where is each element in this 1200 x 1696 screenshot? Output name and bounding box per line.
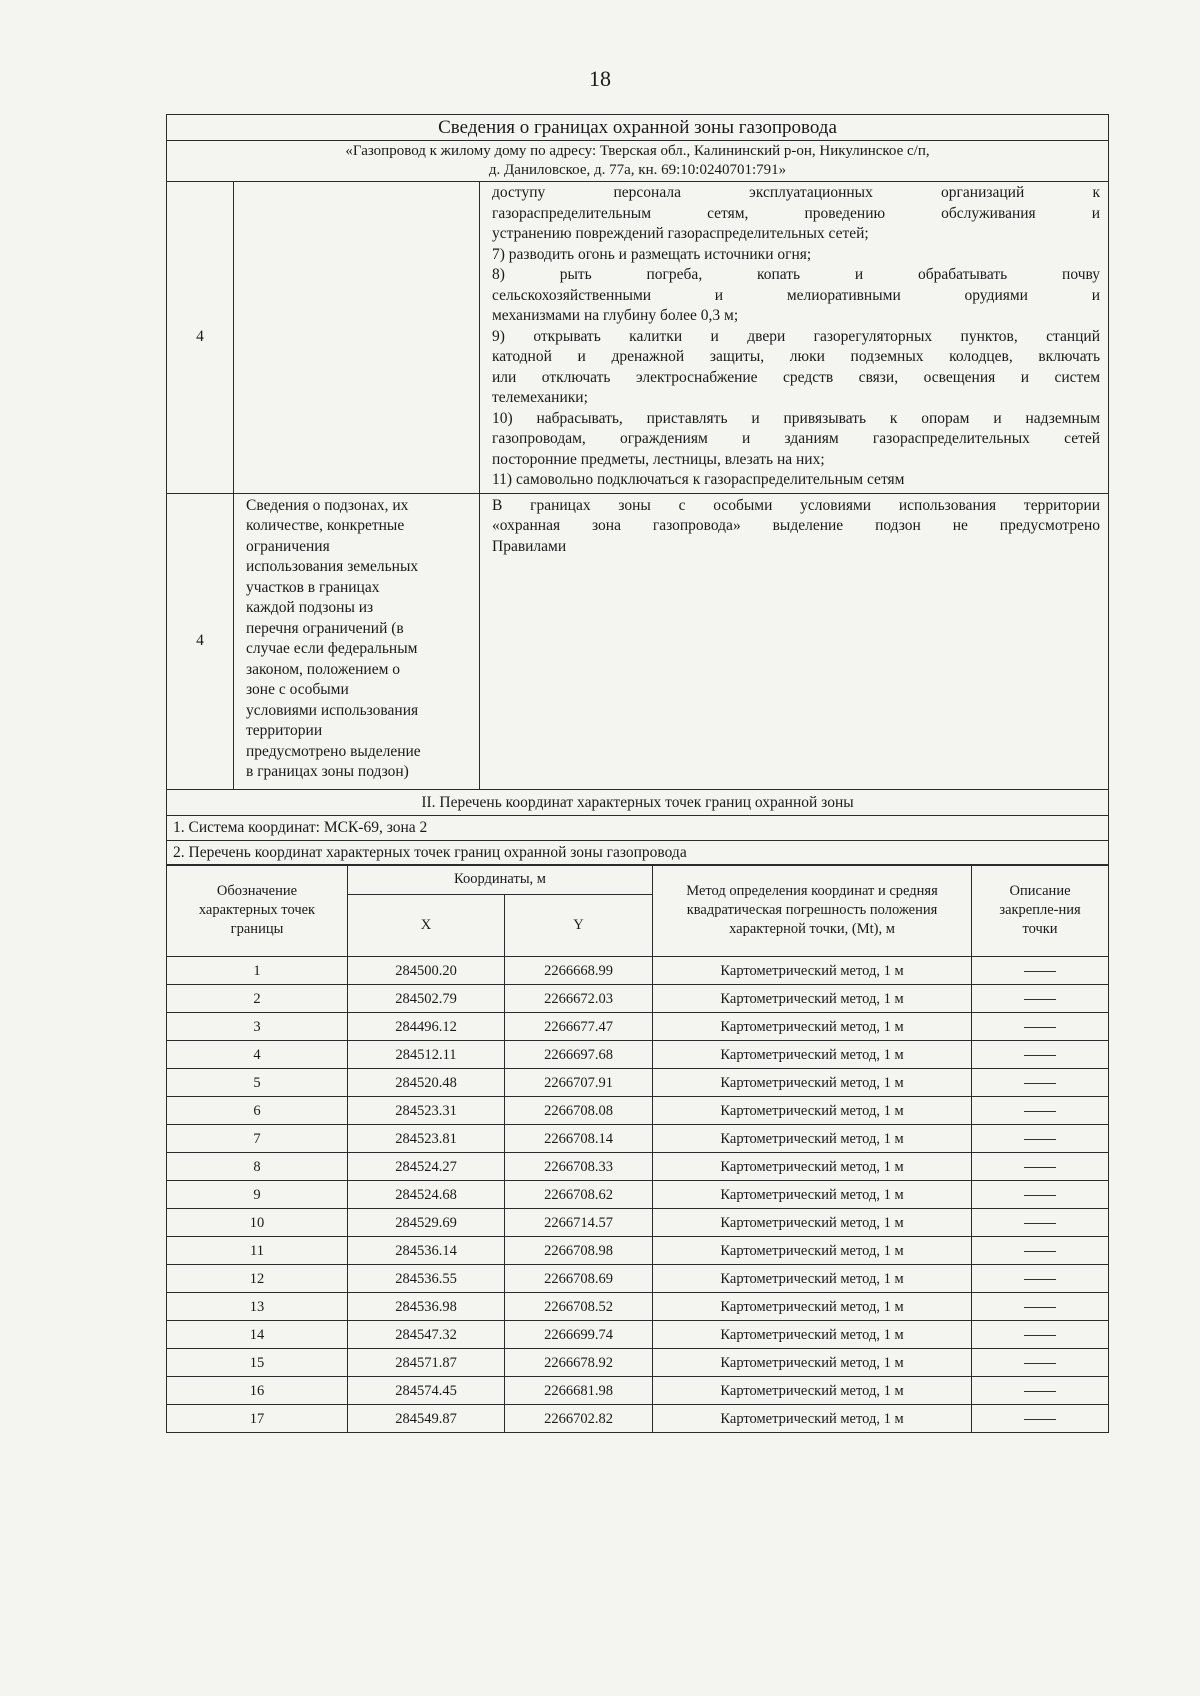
method-cell: Картометрический метод, 1 м <box>653 1209 972 1237</box>
text-line: газопроводам, ограждениям и зданиям газораспределительных сетей <box>492 430 1101 447</box>
dash-mark <box>1024 1279 1056 1280</box>
x-coordinate: 284549.87 <box>348 1405 505 1433</box>
point-number: 3 <box>167 1013 348 1041</box>
dash-mark <box>1024 1083 1056 1084</box>
dash-mark <box>1024 1195 1056 1196</box>
description-cell <box>972 1013 1109 1041</box>
point-number: 6 <box>167 1097 348 1125</box>
y-coordinate: 2266714.57 <box>505 1209 653 1237</box>
point-number: 7 <box>167 1125 348 1153</box>
subtitle-line: «Газопровод к жилому дому по адресу: Тверская обл., Калининский р-он, Никулинское с/п, <box>345 143 930 159</box>
dash-mark <box>1024 1167 1056 1168</box>
coordinates-header: Координаты, м <box>348 865 653 895</box>
x-coordinate: 284520.48 <box>348 1069 505 1097</box>
document <box>166 114 1108 1433</box>
y-coordinate: 2266677.47 <box>505 1013 653 1041</box>
x-header: X <box>348 895 505 957</box>
point-number: 1 <box>167 957 348 985</box>
text-line: или отключать электроснабжение средств связи, освещения и систем <box>492 368 1101 386</box>
table-row <box>167 493 1109 789</box>
dash-mark <box>1024 999 1056 1000</box>
row-number: 4 <box>167 493 234 789</box>
x-coordinate: 284524.27 <box>348 1153 505 1181</box>
text-line: доступу персонала эксплуатационных организаций к <box>492 184 1101 201</box>
x-coordinate: 284536.14 <box>348 1237 505 1265</box>
description-cell <box>972 1097 1109 1125</box>
dash-mark <box>1024 971 1056 972</box>
text-line: «охранная зона газопровода» выделение подзон не предусмотрено <box>492 517 1101 534</box>
page-number: 18 <box>589 66 611 91</box>
text-line: законом, положением о <box>246 660 401 678</box>
dash-mark <box>1024 1251 1056 1252</box>
table-row <box>167 1041 1109 1069</box>
point-number: 17 <box>167 1405 348 1433</box>
method-cell: Картометрический метод, 1 м <box>653 1125 972 1153</box>
description-cell <box>972 985 1109 1013</box>
x-coordinate: 284524.68 <box>348 1181 505 1209</box>
text-line: В границах зоны с особыми условиями использования территории <box>492 496 1101 514</box>
text-line: каждой подзоны из <box>246 599 374 616</box>
method-cell: Картометрический метод, 1 м <box>653 1181 972 1209</box>
table-row <box>167 1349 1109 1377</box>
method-cell: Картометрический метод, 1 м <box>653 1013 972 1041</box>
method-cell: Картометрический метод, 1 м <box>653 957 972 985</box>
text-line: 10) набрасывать, приставлять и привязывать к опорам и надземным <box>492 409 1101 427</box>
x-coordinate: 284512.11 <box>348 1041 505 1069</box>
method-cell: Картометрический метод, 1 м <box>653 1377 972 1405</box>
dash-mark <box>1024 1363 1056 1364</box>
method-cell: Картометрический метод, 1 м <box>653 1237 972 1265</box>
subzones-label <box>234 493 480 789</box>
x-coordinate: 284502.79 <box>348 985 505 1013</box>
text-line: устранению повреждений газораспределительных сетей; <box>492 225 869 242</box>
description-cell <box>972 1293 1109 1321</box>
method-cell: Картометрический метод, 1 м <box>653 1293 972 1321</box>
description-cell <box>972 957 1109 985</box>
section-title: II. Перечень координат характерных точек границ охранной зоны <box>167 789 1109 815</box>
point-number: 14 <box>167 1321 348 1349</box>
text-line: перечня ограничений (в <box>246 619 404 637</box>
description-cell <box>972 1377 1109 1405</box>
x-coordinate: 284500.20 <box>348 957 505 985</box>
table-row <box>167 182 1109 494</box>
x-coordinate: 284523.81 <box>348 1125 505 1153</box>
table-row <box>167 1405 1109 1433</box>
point-number: 9 <box>167 1181 348 1209</box>
point-number: 12 <box>167 1265 348 1293</box>
table-row <box>167 1293 1109 1321</box>
subzones-text <box>480 493 1109 789</box>
method-cell: Картометрический метод, 1 м <box>653 1321 972 1349</box>
x-coordinate: 284536.55 <box>348 1265 505 1293</box>
description-cell <box>972 1265 1109 1293</box>
text-line: 11) самовольно подключаться к газораспределительным сетям <box>492 471 905 488</box>
description-cell <box>972 1125 1109 1153</box>
text-line: количестве, конкретные <box>246 517 405 534</box>
point-number: 10 <box>167 1209 348 1237</box>
point-number: 11 <box>167 1237 348 1265</box>
designation-header: Обозначение характерных точек границы <box>167 865 348 957</box>
point-number: 16 <box>167 1377 348 1405</box>
point-number: 8 <box>167 1153 348 1181</box>
points-list-title: 2. Перечень координат характерных точек границ охранной зоны газопровода <box>167 840 1109 865</box>
coordinate-rows <box>167 957 1109 1433</box>
y-header: Y <box>505 895 653 957</box>
dash-mark <box>1024 1027 1056 1028</box>
x-coordinate: 284536.98 <box>348 1293 505 1321</box>
description-cell <box>972 1321 1109 1349</box>
method-cell: Картометрический метод, 1 м <box>653 1405 972 1433</box>
method-cell: Картометрический метод, 1 м <box>653 1349 972 1377</box>
y-coordinate: 2266708.62 <box>505 1181 653 1209</box>
text-line: Правилами <box>492 537 567 555</box>
subtitle-line: д. Даниловское, д. 77а, кн. 69:10:0240701:791» <box>488 162 787 178</box>
table-row <box>167 1181 1109 1209</box>
table-row <box>167 1097 1109 1125</box>
point-number: 5 <box>167 1069 348 1097</box>
text-line: 7) разводить огонь и размещать источники огня; <box>492 245 812 263</box>
y-coordinate: 2266672.03 <box>505 985 653 1013</box>
y-coordinate: 2266678.92 <box>505 1349 653 1377</box>
text-line: катодной и дренажной защиты, люки подземных колодцев, включать <box>492 348 1101 365</box>
row-label <box>234 182 480 494</box>
method-header: Метод определения координат и средняя квадратическая погрешность положения характерной точки, (Mt), м <box>653 865 972 957</box>
table-row <box>167 1321 1109 1349</box>
point-number: 13 <box>167 1293 348 1321</box>
text-line: предусмотрено выделение <box>246 742 421 760</box>
text-line: Сведения о подзонах, их <box>246 496 409 514</box>
y-coordinate: 2266668.99 <box>505 957 653 985</box>
method-cell: Картометрический метод, 1 м <box>653 1069 972 1097</box>
table-row <box>167 1153 1109 1181</box>
description-cell <box>972 1181 1109 1209</box>
y-coordinate: 2266708.98 <box>505 1237 653 1265</box>
text-line: случае если федеральным <box>246 640 418 657</box>
dash-mark <box>1024 1307 1056 1308</box>
y-coordinate: 2266707.91 <box>505 1069 653 1097</box>
dash-mark <box>1024 1419 1056 1420</box>
dash-mark <box>1024 1111 1056 1112</box>
table-row <box>167 1125 1109 1153</box>
description-cell <box>972 1405 1109 1433</box>
x-coordinate: 284574.45 <box>348 1377 505 1405</box>
text-line: участков в границах <box>246 578 380 596</box>
y-coordinate: 2266699.74 <box>505 1321 653 1349</box>
document-subtitle <box>167 141 1109 182</box>
y-coordinate: 2266702.82 <box>505 1405 653 1433</box>
text-line: газораспределительным сетям, проведению обслуживания и <box>492 204 1101 222</box>
dash-mark <box>1024 1223 1056 1224</box>
y-coordinate: 2266708.69 <box>505 1265 653 1293</box>
x-coordinate: 284547.32 <box>348 1321 505 1349</box>
text-line: территории <box>246 722 323 739</box>
text-line: телемеханики; <box>492 389 588 406</box>
table-row <box>167 1013 1109 1041</box>
description-cell <box>972 1153 1109 1181</box>
text-line: механизмами на глубину более 0,3 м; <box>492 307 739 324</box>
dash-mark <box>1024 1139 1056 1140</box>
text-line: зоне с особыми <box>246 681 349 698</box>
description-cell <box>972 1041 1109 1069</box>
description-cell <box>972 1237 1109 1265</box>
description-header: Описание закрепле-ния точки <box>972 865 1109 957</box>
table-row <box>167 957 1109 985</box>
zone-info-table <box>166 114 1109 866</box>
restrictions-text <box>480 182 1109 494</box>
table-row <box>167 985 1109 1013</box>
description-cell <box>972 1069 1109 1097</box>
dash-mark <box>1024 1335 1056 1336</box>
method-cell: Картометрический метод, 1 м <box>653 1153 972 1181</box>
y-coordinate: 2266708.14 <box>505 1125 653 1153</box>
table-row <box>167 1069 1109 1097</box>
x-coordinate: 284496.12 <box>348 1013 505 1041</box>
method-cell: Картометрический метод, 1 м <box>653 1265 972 1293</box>
point-number: 4 <box>167 1041 348 1069</box>
table-row <box>167 1377 1109 1405</box>
dash-mark <box>1024 1055 1056 1056</box>
text-line: сельскохозяйственными и мелиоративными орудиями и <box>492 286 1101 304</box>
y-coordinate: 2266708.52 <box>505 1293 653 1321</box>
method-cell: Картометрический метод, 1 м <box>653 985 972 1013</box>
y-coordinate: 2266708.08 <box>505 1097 653 1125</box>
method-cell: Картометрический метод, 1 м <box>653 1041 972 1069</box>
y-coordinate: 2266681.98 <box>505 1377 653 1405</box>
point-number: 15 <box>167 1349 348 1377</box>
coordinates-table <box>166 864 1109 1433</box>
table-row <box>167 1237 1109 1265</box>
text-line: условиями использования <box>246 701 419 719</box>
x-coordinate: 284529.69 <box>348 1209 505 1237</box>
text-line: посторонние предметы, лестницы, влезать на них; <box>492 450 825 468</box>
point-number: 2 <box>167 985 348 1013</box>
coordinate-system: 1. Система координат: МСК-69, зона 2 <box>167 815 1109 840</box>
x-coordinate: 284571.87 <box>348 1349 505 1377</box>
y-coordinate: 2266697.68 <box>505 1041 653 1069</box>
description-cell <box>972 1209 1109 1237</box>
y-coordinate: 2266708.33 <box>505 1153 653 1181</box>
text-line: ограничения <box>246 537 330 555</box>
text-line: 9) открывать калитки и двери газорегуляторных пунктов, станций <box>492 327 1101 345</box>
text-line: 8) рыть погреба, копать и обрабатывать почву <box>492 266 1101 283</box>
text-line: использования земельных <box>246 558 419 575</box>
text-line: в границах зоны подзон) <box>246 763 409 780</box>
table-row <box>167 1265 1109 1293</box>
row-number: 4 <box>167 182 234 494</box>
method-cell: Картометрический метод, 1 м <box>653 1097 972 1125</box>
dash-mark <box>1024 1391 1056 1392</box>
table-row <box>167 1209 1109 1237</box>
x-coordinate: 284523.31 <box>348 1097 505 1125</box>
description-cell <box>972 1349 1109 1377</box>
document-title: Сведения о границах охранной зоны газопровода <box>167 115 1109 141</box>
